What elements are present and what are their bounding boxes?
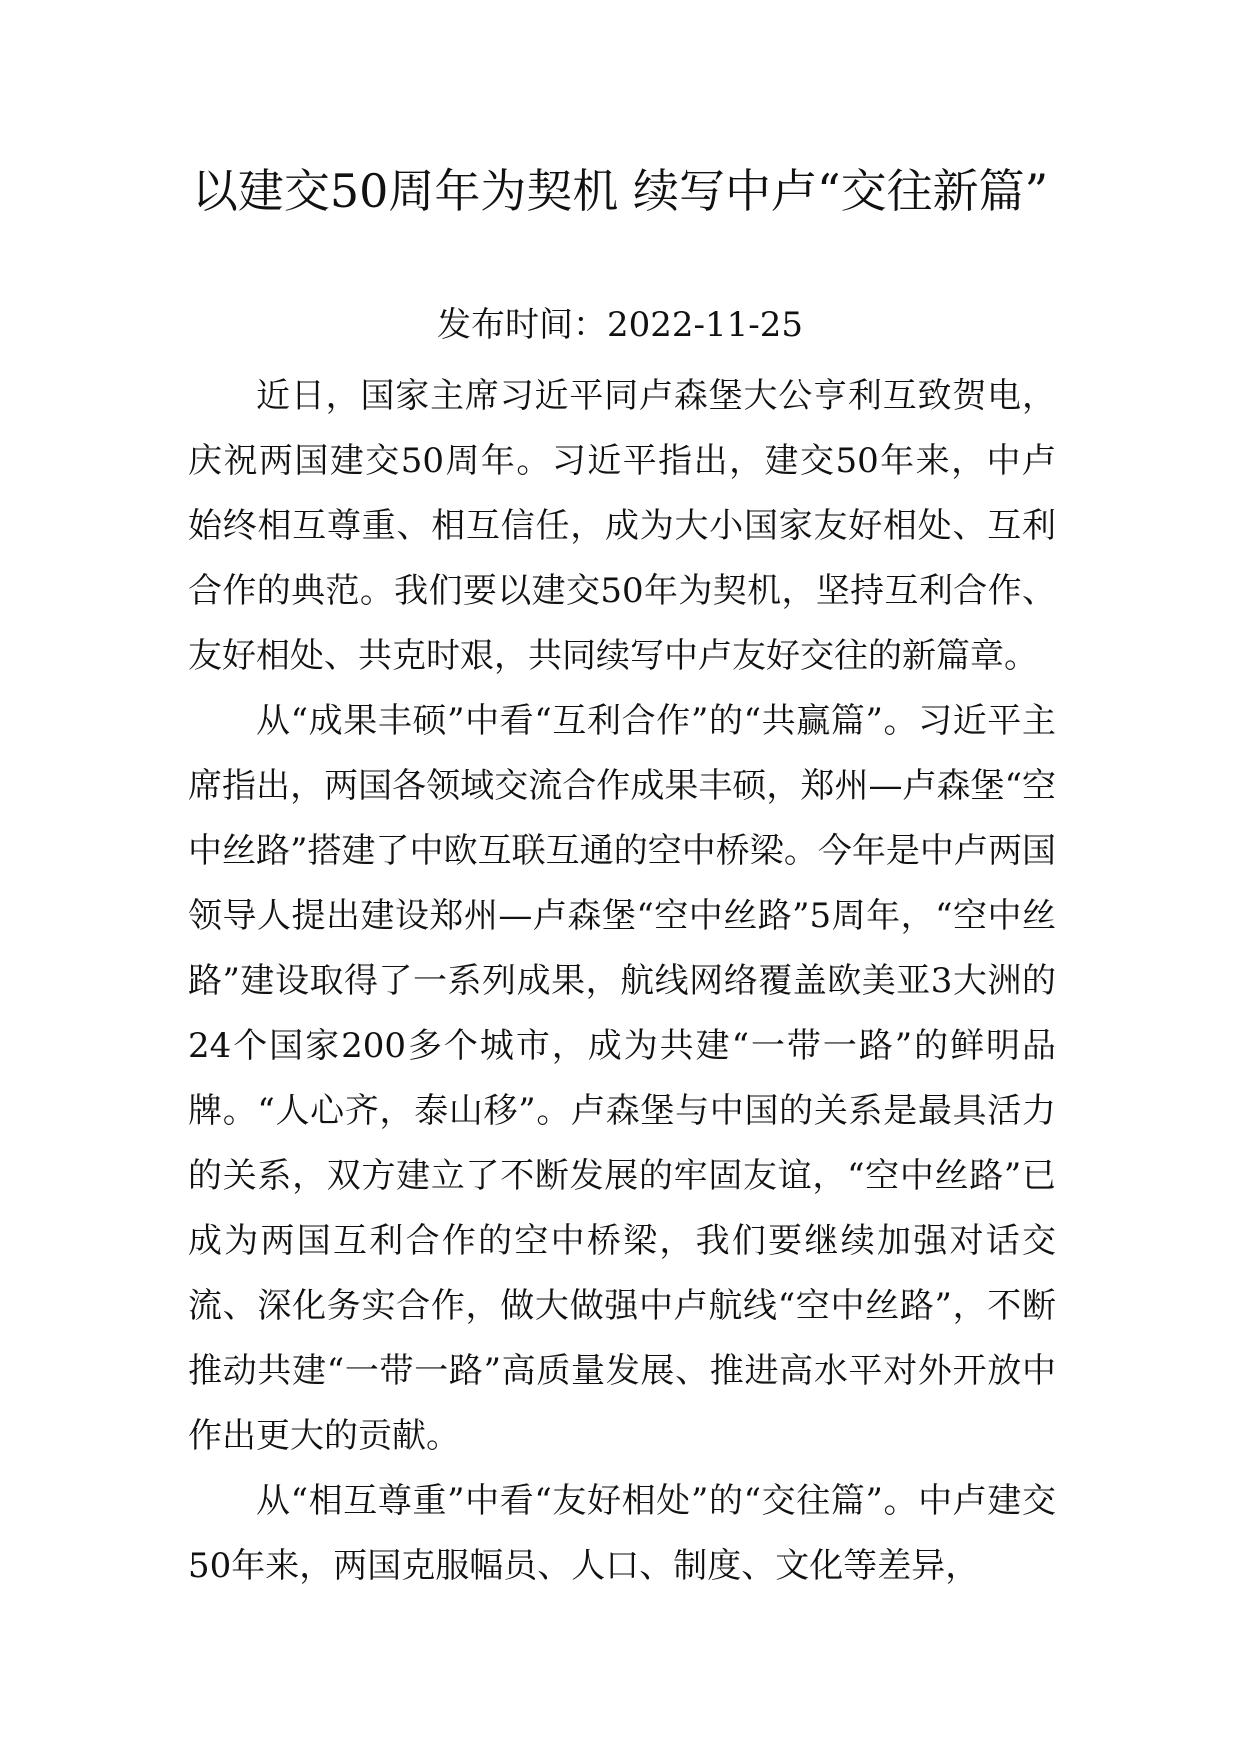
article-body [188,364,1056,1599]
paragraph-3: 从“相互尊重”中看“友好相处”的“交往篇”。中卢建交50年来，两国克服幅员、人口、制度、文化等差异， [188,1481,1056,1586]
article-title: 以建交50周年为契机 续写中卢“交往新篇” [191,164,1049,218]
paragraph-2: 从“成果丰硕”中看“互利合作”的“共赢篇”。习近平主席指出，两国各领域交流合作成果丰硕，郑州—卢森堡“空中丝路”搭建了中欧互联互通的空中桥梁。今年是中卢两国领导人提出建设郑州—卢森堡“空中丝路”5周年，“空中丝路”建设取得了一系列成果，航线网络覆盖欧美亚3大洲的24个国家200多个城市，成为共建“一带一路”的鲜明品牌。“人心齐，泰山移”。卢森堡与中国的关系是最具活力的关系，双方建立了不断发展的牢固友谊，“空中丝路”已成为两国互利合作的空中桥梁，我们要继续加强对话交流、深化务实合作，做大做强中卢航线“空中丝路”，不断推动共建“一带一路”高质量发展、推进高水平对外开放中作出更大的贡献。 [188,701,1056,1456]
publish-date: 发布时间：2022-11-25 [436,305,804,345]
paragraph-1: 近日，国家主席习近平同卢森堡大公亨利互致贺电，庆祝两国建交50周年。习近平指出，建交50年来，中卢始终相互尊重、相互信任，成为大小国家友好相处、互利合作的典范。我们要以建交50年为契机，坚持互利合作、友好相处、共克时艰，共同续写中卢友好交往的新篇章。 [188,376,1056,676]
